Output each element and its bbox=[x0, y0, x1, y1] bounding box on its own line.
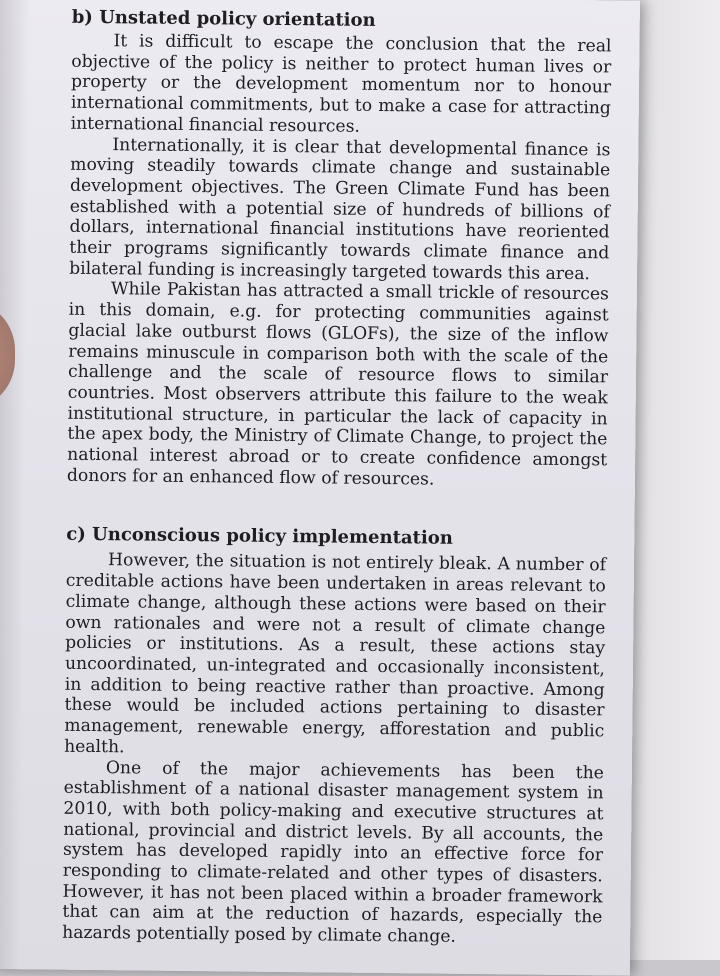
page-text bbox=[62, 0, 612, 949]
section-c-heading: c) Unconscious policy implementation bbox=[66, 524, 453, 550]
section-c bbox=[62, 524, 606, 949]
section-b bbox=[67, 7, 612, 492]
section-c-paragraph-1: However, the situation is not entirely bleak. A number of creditable actions have been undertaken in areas relevant to climate change, although these actions were based on their own rationales and were not a result of climate change policies or institutions. As a result, these actions stay uncoordinated, un-integrated and occasionally inconsistent, in addition to being reactive rather than proactive. Among these would be included actions pertaining to disaster management, renewable energy, afforestation and public health. bbox=[64, 550, 607, 758]
section-b-paragraph-2: Internationally, it is clear that developmental finance is moving steadily towards climate change and sustainable development objectives. The Green Climate Fund has been established with a potential size of hundreds of billions of dollars, international financial institutions have reoriented their programs significantly towards climate finance and bilateral funding is increasingly targeted towards this area. bbox=[69, 134, 611, 284]
section-b-paragraph-3: While Pakistan has attracted a small trickle of resources in this domain, e.g. for protecting communities against glacial lake outburst flows (GLOFs), the size of the inflow remains minuscule in comparison both with the scale of the challenge and the scale of resource flows to similar countries. Most observers attribute this failure to the weak institutional structure, in particular the lack of capacity in the apex body, the Ministry of Climate Change, to project the national interest abroad or to create confidence amongst donors for an enhanced flow of resources. bbox=[66, 279, 609, 490]
section-c-paragraph-2: One of the major achievements has been the establishment of a national disaster management system in 2010, with both policy-making and executive structures at national, provincial and district levels. By all accounts, the system has developed rapidly into an effective force for responding to climate-related and other types of disasters. However, it has not been placed within a broader framework that can aim at the reduction of hazards, especially the hazards potentially posed by climate change. bbox=[62, 757, 604, 947]
section-b-paragraph-1: It is difficult to escape the conclusion that the real objective of the policy is neither to protect human lives or property or the development momentum nor to honour international commitments, but to make a case for attracting international financial resources. bbox=[70, 31, 612, 137]
section-b-heading: b) Unstated policy orientation bbox=[71, 6, 376, 31]
